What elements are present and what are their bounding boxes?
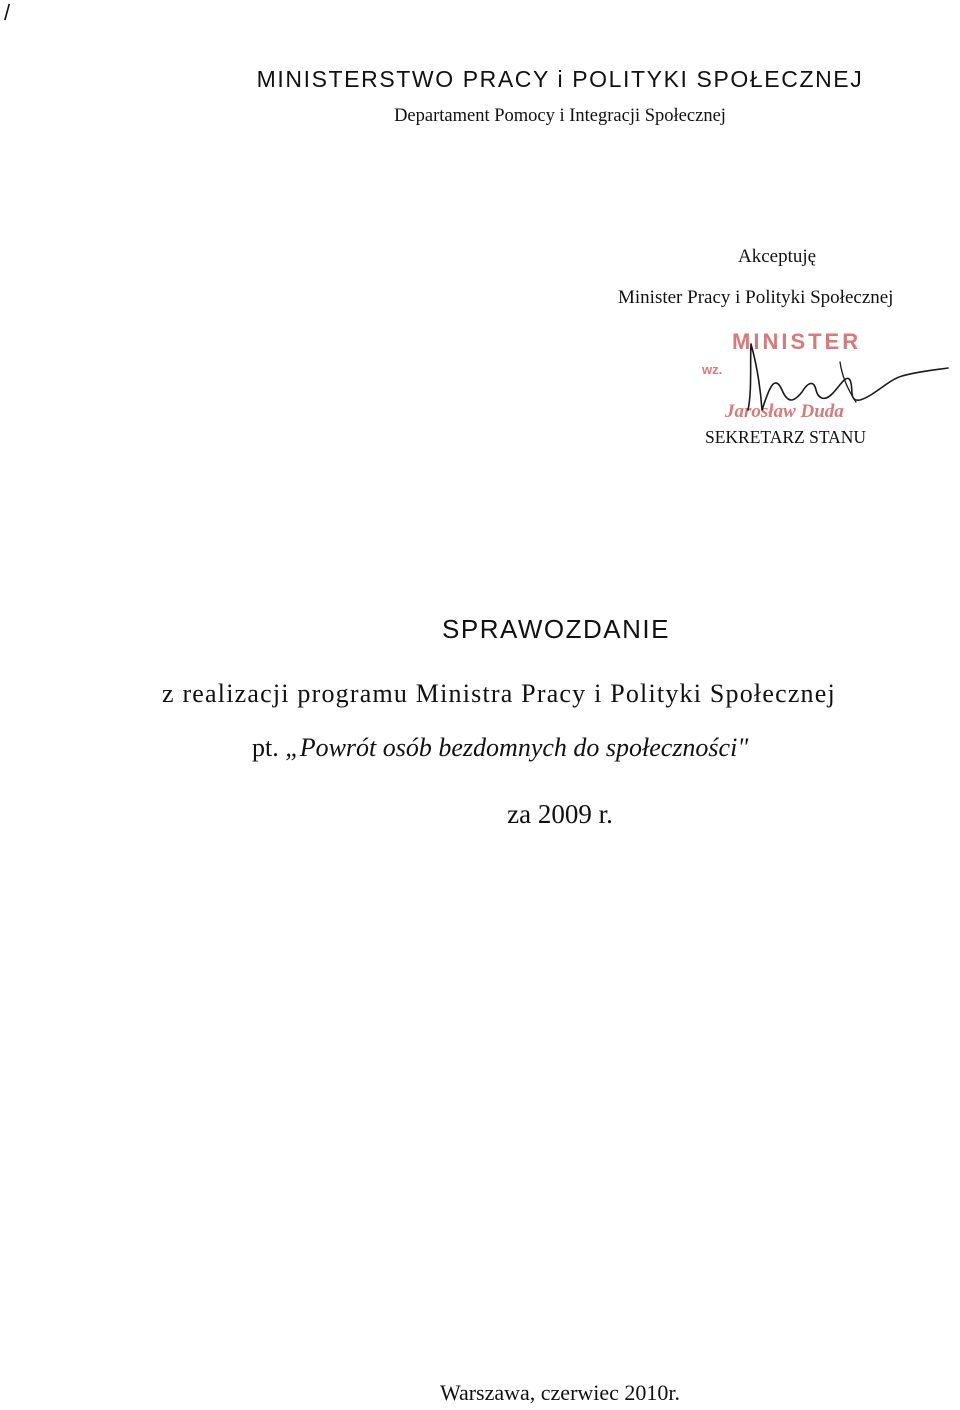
stamp-name: Jarosław Duda — [725, 401, 844, 422]
stamp-svg — [690, 322, 960, 432]
department-name: Departament Pomocy i Integracji Społecznej — [394, 106, 726, 126]
stamp-prefix: wz. — [702, 362, 723, 377]
program-name: „Powrót osób bezdomnych do społeczności" — [285, 733, 749, 762]
report-title: SPRAWOZDANIE — [442, 614, 670, 644]
stamp-title: MINISTER — [732, 329, 862, 354]
secretary-label: SEKRETARZ STANU — [705, 427, 867, 447]
report-subtitle-line2 — [252, 733, 748, 763]
corner-mark: / — [4, 0, 11, 25]
place-date: Warszawa, czerwiec 2010r. — [439, 1380, 681, 1405]
report-subtitle-line1: z realizacji programu Ministra Pracy i Polityki Społecznej — [162, 679, 836, 708]
minister-title: Minister Pracy i Polityki Społecznej — [618, 287, 894, 308]
accept-label: Akceptuję — [738, 246, 817, 267]
report-year: za 2009 r. — [507, 799, 613, 829]
program-prefix: pt. — [252, 733, 286, 762]
stamp-with-signature — [690, 322, 960, 432]
ministry-name: MINISTERSTWO PRACY i POLITYKI SPOŁECZNEJ — [256, 66, 864, 92]
